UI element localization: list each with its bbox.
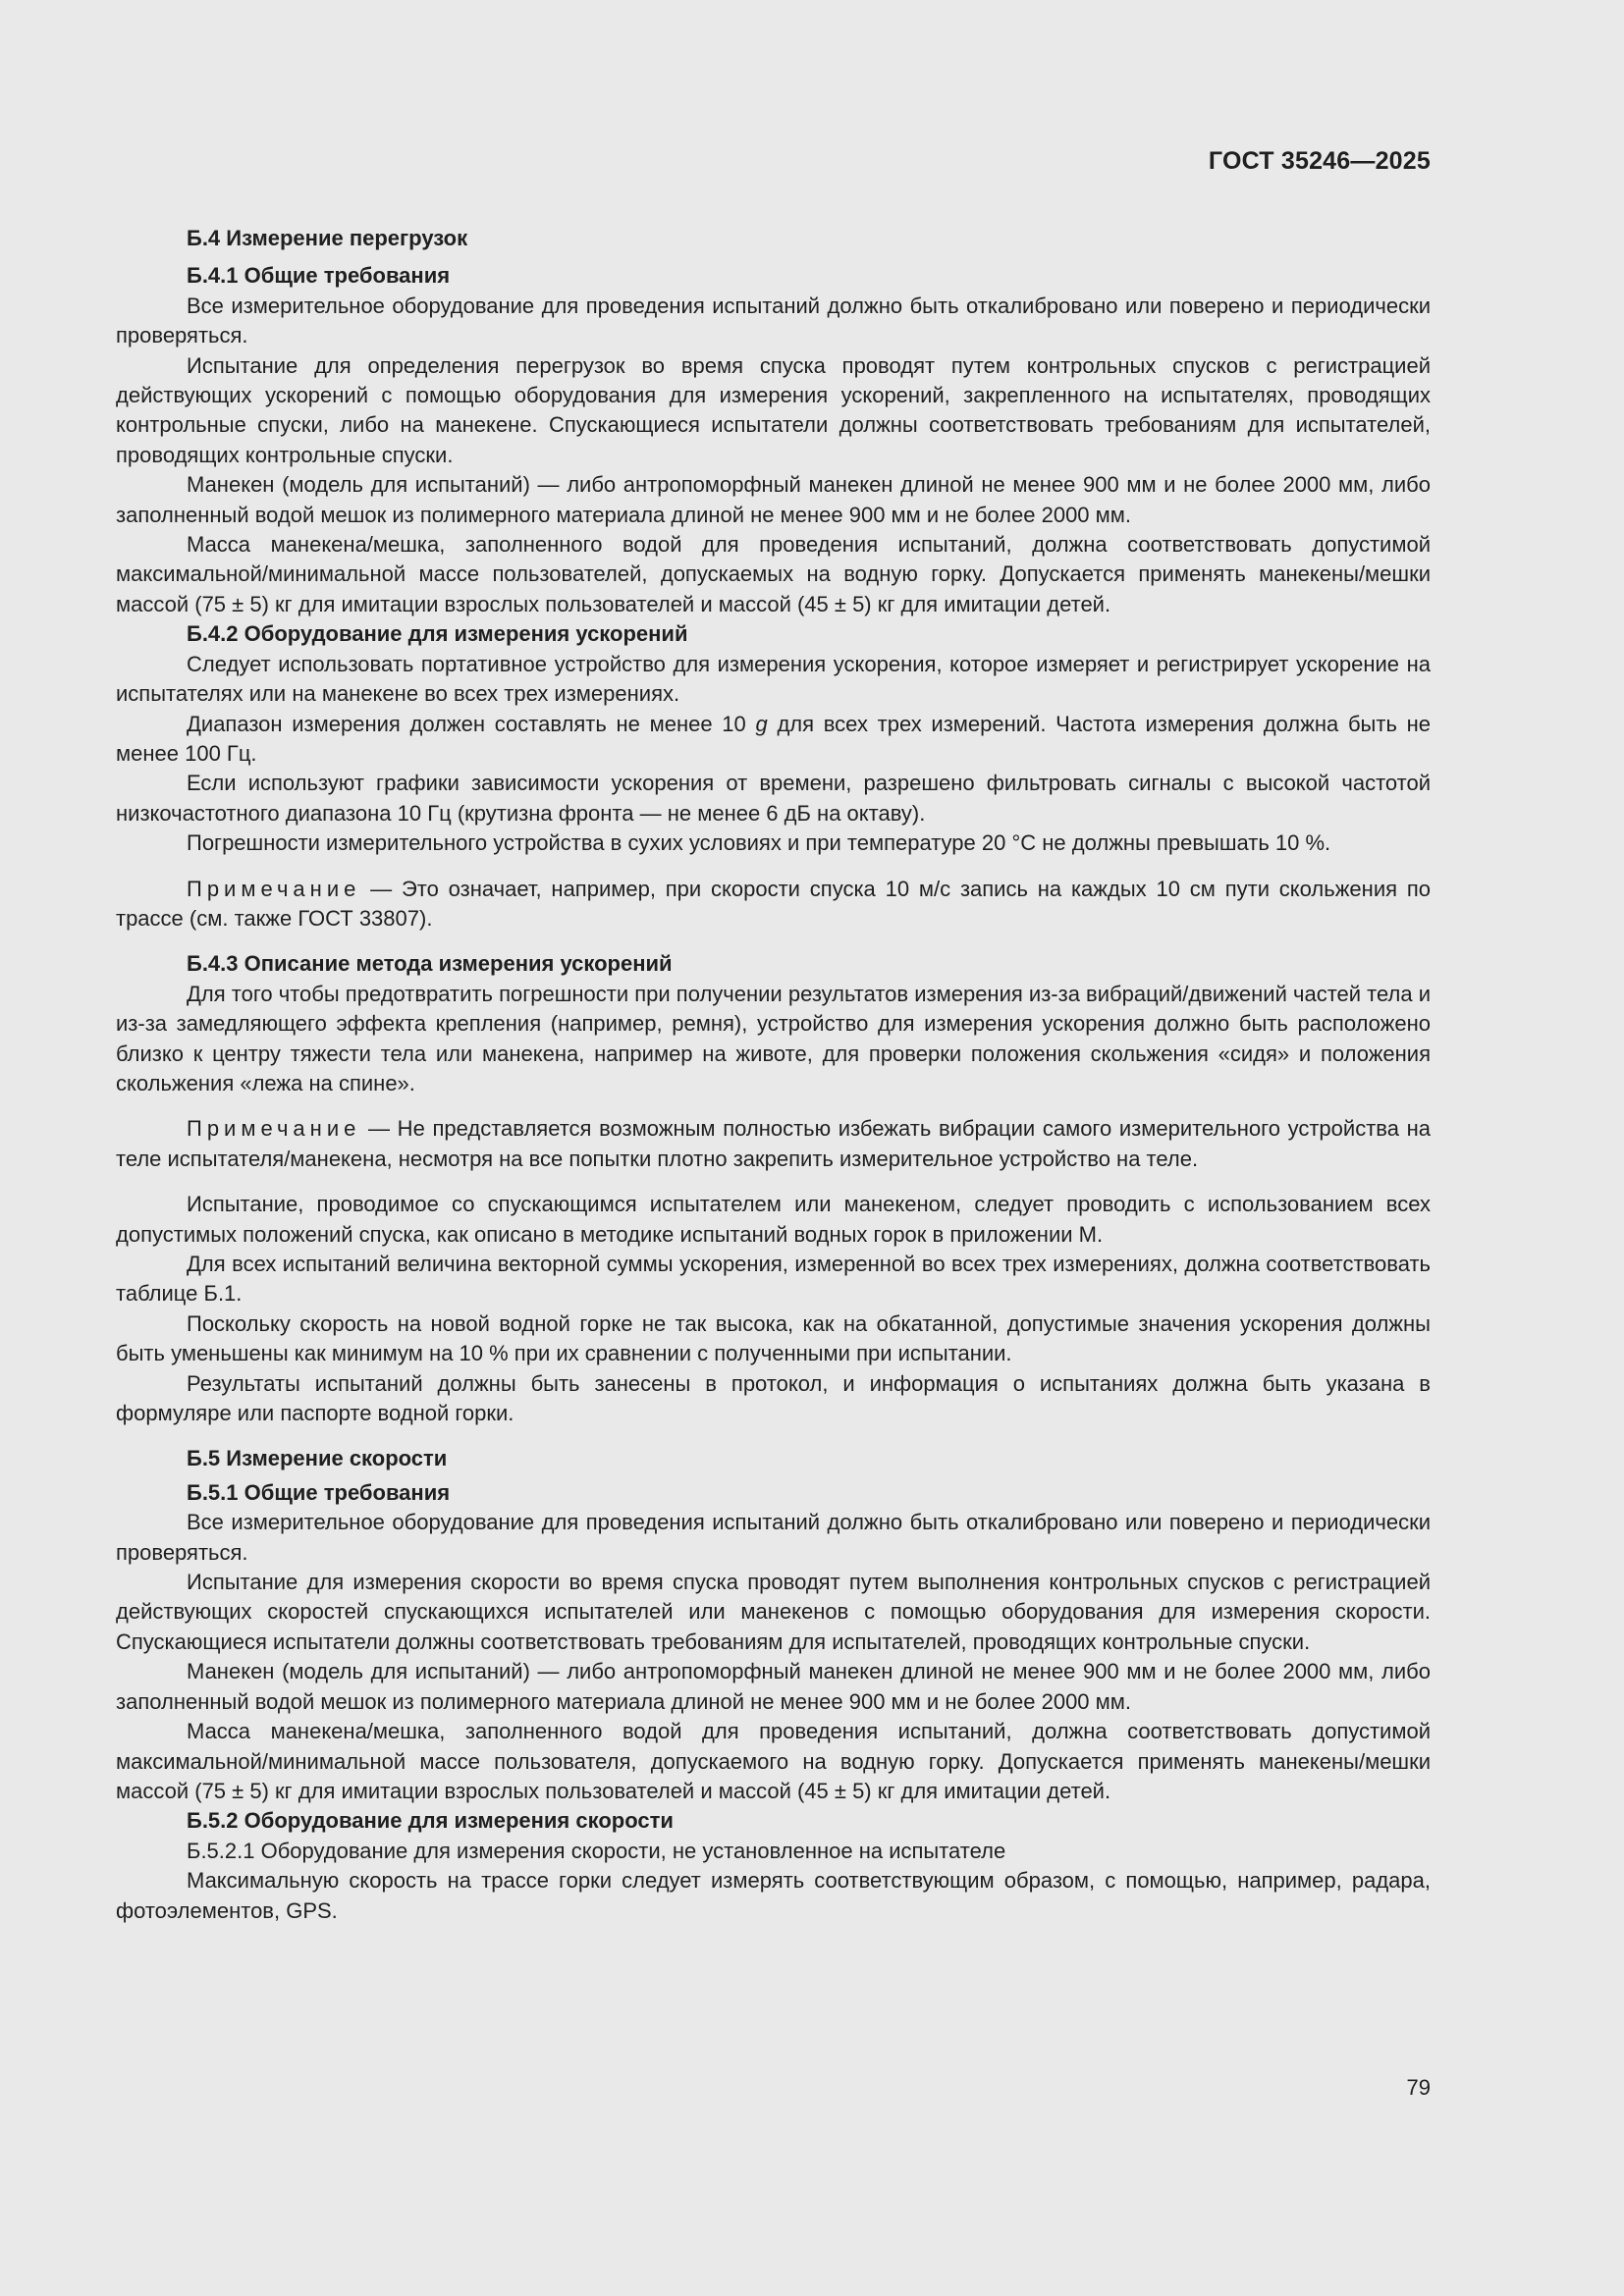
paragraph: Все измерительное оборудование для проведения испытаний должно быть откалибровано или поверено и периодически проверяться. [116,293,1431,348]
section-title-b5: Б.5 Измерение скорости [187,1446,448,1471]
document-body [116,224,1431,1926]
paragraph: Следует использовать портативное устройство для измерения ускорения, которое измеряет и регистрирует ускорение на испытателях или на манекене во всех трех измерениях. [116,651,1431,707]
note-label: Примечание [187,1116,361,1142]
note [116,875,1431,934]
text-run: для всех трех измерений. Частота измерения должна быть не менее 100 Гц. [116,711,1431,766]
subsection-title-b521: Б.5.2.1 Оборудование для измерения скорости, не установленное на испытателе [187,1838,1006,1863]
section-title-b52: Б.5.2 Оборудование для измерения скорости [187,1808,674,1834]
paragraph: Все измерительное оборудование для проведения испытаний должно быть откалибровано или поверено и периодически проверяться. [116,1510,1431,1565]
document-page [116,0,1431,2296]
paragraph: Для всех испытаний величина векторной суммы ускорения, измеренной во всех трех измерениях, должна соответствовать таблице Б.1. [116,1252,1431,1307]
g-unit: g [755,711,768,736]
paragraph: Испытание для определения перегрузок во время спуска проводят путем контрольных спусков с регистрацией действующих ускорений с помощью оборудования для измерения ускорений, закрепленного на испытателях, проводящих контрольные спуски, либо на манекене. Спускающиеся испытатели должны соответствовать требованиям для испытателей, проводящих контрольные спуски. [116,352,1431,467]
paragraph: Для того чтобы предотвратить погрешности при получении результатов измерения из-за вибраций/движений частей тела и из-за замедляющего эффекта крепления (например, ремня), устройство для измерения ускорения должно быть расположено близко к центру тяжести тела или манекена, например на животе, для проверки положения скольжения «сидя» и положения скольжения «лежа на спине». [116,981,1431,1095]
paragraph: Погрешности измерительного устройства в сухих условиях и при температуре 20 °С не должны превышать 10 %. [187,830,1331,856]
text-run: Диапазон измерения должен составлять не менее 10 [187,711,756,736]
paragraph: Максимальную скорость на трассе горки следует измерять соответствующим образом, с помощью, например, радара, фотоэлементов, GPS. [116,1868,1431,1923]
document-header: ГОСТ 35246—2025 [1208,147,1431,175]
paragraph: Результаты испытаний должны быть занесены в протокол, и информация о испытаниях должна быть указана в формуляре или паспорте водной горки. [116,1370,1431,1426]
section-title-b51: Б.5.1 Общие требования [187,1479,451,1505]
section-title-b43: Б.4.3 Описание метода измерения ускорений [187,951,673,977]
paragraph: Поскольку скорость на новой водной горке не так высока, как на обкатанной, допустимые значения ускорения должны быть уменьшены как минимум на 10 % при их сравнении с полученными при испытании. [116,1310,1431,1366]
note-text: — Не представляется возможным полностью избежать вибрации самого измерительного устройства на теле испытателя/манекена, несмотря на все попытки плотно закрепить измерительное устройство на теле. [116,1116,1431,1171]
note [116,1114,1431,1174]
paragraph: Манекен (модель для испытаний) — либо антропоморфный манекен длиной не менее 900 мм и не более 2000 мм, либо заполненный водой мешок из полимерного материала длиной не менее 900 мм и не более 2000 мм. [116,472,1431,527]
paragraph: Манекен (модель для испытаний) — либо антропоморфный манекен длиной не менее 900 мм и не более 2000 мм, либо заполненный водой мешок из полимерного материала длиной не менее 900 мм и не более 2000 мм. [116,1659,1431,1714]
note-label: Примечание [187,876,361,901]
paragraph [116,710,1431,770]
section-title-b4: Б.4 Измерение перегрузок [187,226,468,250]
paragraph: Испытание, проводимое со спускающимся испытателем или манекеном, следует проводить с использованием всех допустимых положений спуска, как описано в методике испытаний водных горок в приложении М. [116,1192,1431,1247]
paragraph: Масса манекена/мешка, заполненного водой для проведения испытаний, должна соответствовать допустимой максимальной/минимальной массе пользователя, допускаемого на водную горку. Допускается применять манекены/мешки массой (75 ± 5) кг для имитации взрослых пользователей и массой (45 ± 5) кг для имитации детей. [116,1719,1431,1803]
page-number: 79 [1406,2075,1431,2100]
section-title-b42: Б.4.2 Оборудование для измерения ускорений [187,621,688,647]
paragraph: Испытание для измерения скорости во время спуска проводят путем выполнения контрольных спусков с регистрацией действующих скоростей спускающихся испытателей или манекенов с помощью оборудования для измерения скорости. Спускающиеся испытатели должны соответствовать требованиям для испытателей, проводящих контрольные спуски. [116,1570,1431,1654]
paragraph: Масса манекена/мешка, заполненного водой для проведения испытаний, должна соответствовать допустимой максимальной/минимальной массе пользователей, допускаемых на водную горку. Допускается применять манекены/мешки массой (75 ± 5) кг для имитации взрослых пользователей и массой (45 ± 5) кг для имитации детей. [116,532,1431,616]
paragraph: Если используют графики зависимости ускорения от времени, разрешено фильтровать сигналы с высокой частотой низкочастотного диапазона 10 Гц (крутизна фронта — не менее 6 дБ на октаву). [116,771,1431,826]
section-title-b41: Б.4.1 Общие требования [187,263,451,289]
note-text: — Это означает, например, при скорости спуска 10 м/с запись на каждых 10 см пути скольжения по трассе (см. также ГОСТ 33807). [116,876,1431,931]
